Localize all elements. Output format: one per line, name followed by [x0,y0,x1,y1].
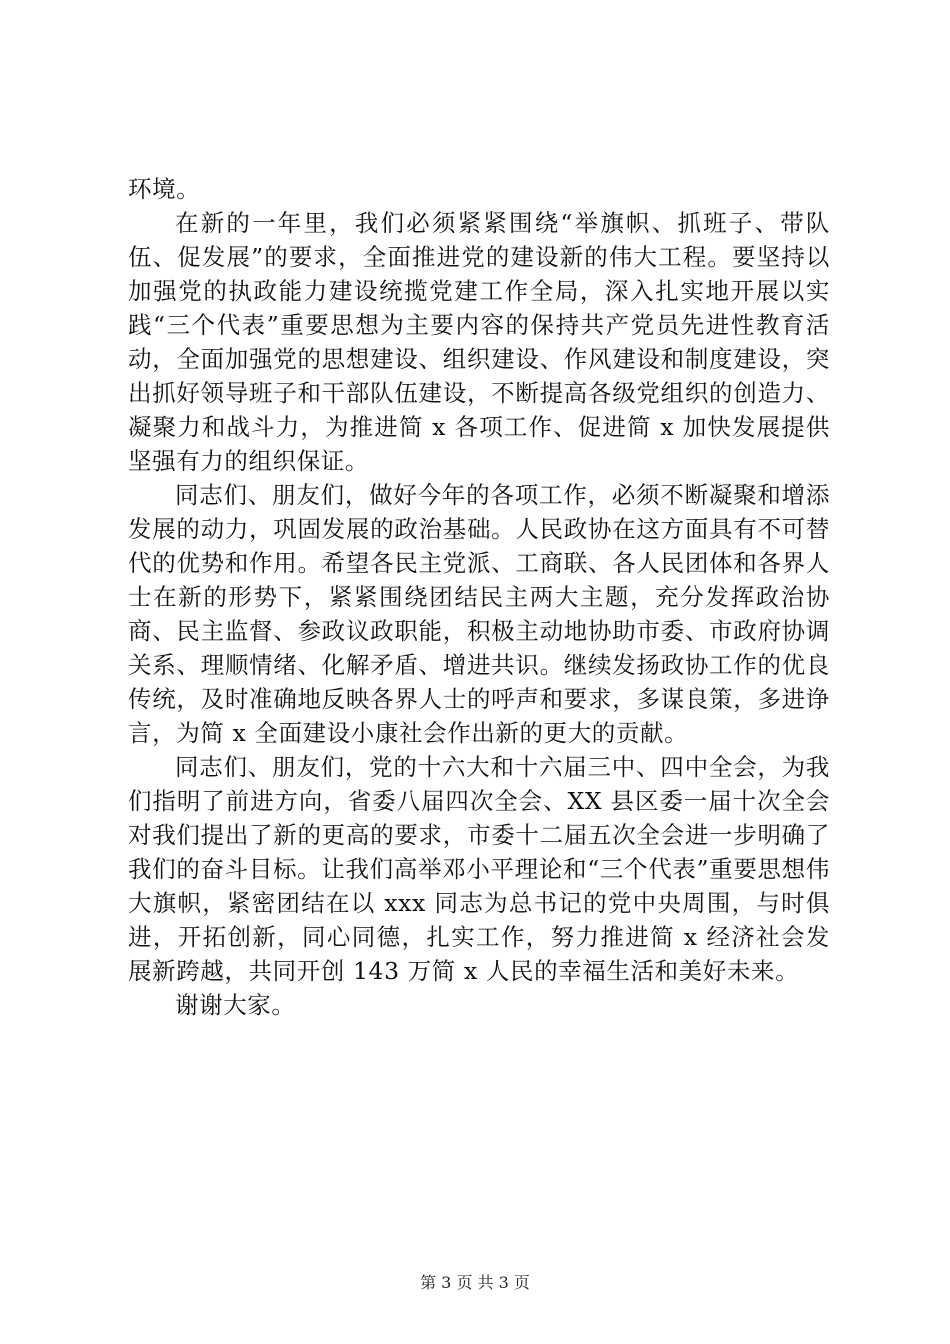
paragraph-closing-call: 同志们、朋友们，党的十六大和十六届三中、四中全会，为我们指明了前进方向，省委八届四次全会、XX 县区委一届十次全会对我们提出了新的更高的要求，市委十二届五次全会进一步明确了我们的奋斗目标。让我们高举邓小平理论和“三个代表”重要思想伟大旗帜，紧密团结在以 xxx 同志为总书记的党中央周围，与时俱进，开拓创新，同心同德，扎实工作，努力推进简 x 经济社会发展新跨越，共同开创 143 万简 x 人民的幸福生活和美好未来。 [128,753,830,985]
paragraph-continuation: 环境。 [128,175,201,203]
paragraph-cppcc: 同志们、朋友们，做好今年的各项工作，必须不断凝聚和增添发展的动力，巩固发展的政治基础。人民政协在这方面具有不可替代的优势和作用。希望各民主党派、工商联、各人民团体和各界人士在新的形势下，紧紧围绕团结民主两大主题，充分发挥政治协商、民主监督、参政议政职能，积极主动地协助市委、市政府协调关系、理顺情绪、化解矛盾、增进共识。继续发扬政协工作的优良传统，及时准确地反映各界人士的呼声和要求，多谋良策，多进诤言，为简 x 全面建设小康社会作出新的更大的贡献。 [128,481,830,747]
page-number-footer: 第 3 页 共 3 页 [420,1273,530,1292]
document-body [128,172,830,1022]
paragraph-party-building: 在新的一年里，我们必须紧紧围绕“举旗帜、抓班子、带队伍、促发展”的要求，全面推进党的建设新的伟大工程。要坚持以加强党的执政能力建设统揽党建工作全局，深入扎实地开展以实践“三个代表”重要思想为主要内容的保持共产党员先进性教育活动，全面加强党的思想建设、组织建设、作风建设和制度建设，突出抓好领导班子和干部队伍建设，不断提高各级党组织的创造力、凝聚力和战斗力，为推进简 x 各项工作、促进简 x 加快发展提供坚强有力的组织保证。 [128,209,830,475]
paragraph-thanks: 谢谢大家。 [175,991,296,1019]
